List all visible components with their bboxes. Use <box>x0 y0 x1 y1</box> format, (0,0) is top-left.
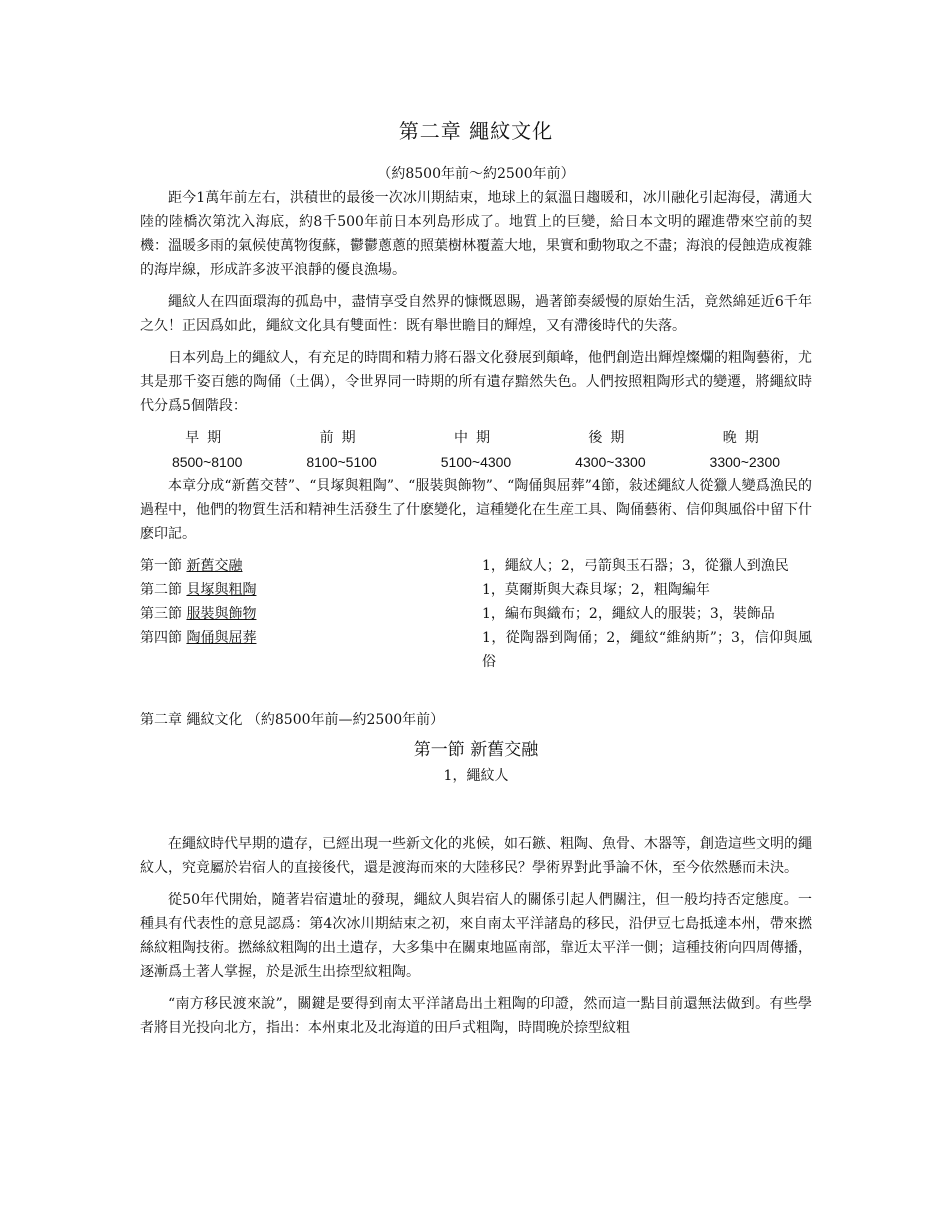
period-range-middle: 5100~4300 <box>440 454 512 470</box>
period-range-late: 4300~3300 <box>575 454 646 470</box>
period-name-late: 後期 <box>588 430 633 446</box>
summary-paragraph: 本章分成“新舊交替”、“貝塚與粗陶”、“服裝與飾物”、“陶俑與屈葬”4節，敍述繩紋人從獵人變爲漁民的過程中，他們的物質生活和精神生活發生了什麽變化，這種變化在生産工具、陶俑藝術、信仰與風俗中留下什麽印記。 <box>140 478 812 542</box>
section-paragraph-1: 在繩紋時代早期的遺存，已經出現一些新文化的兆候，如石鏃、粗陶、魚骨、木器等，創造這些文明的繩紋人，究竟屬於岩宿人的直接後代，還是渡海而來的大陸移民？學術界對此爭論不休，至今依然懸而未決。 <box>140 836 812 876</box>
chapter-period: （約8500年前～約2500年前） <box>377 166 575 182</box>
toc-row <box>140 578 812 602</box>
toc-section-title-link[interactable]: 陶俑與屈葬 <box>186 630 257 646</box>
period-table <box>140 426 812 474</box>
intro-paragraph-2: 繩紋人在四面環海的孤島中，盡情享受自然界的慷慨恩賜，過著節奏緩慢的原始生活，竟然綿延近6千年之久！正因爲如此，繩紋文化具有雙面性：既有舉世瞻目的輝煌，又有滯後時代的失落。 <box>140 294 812 334</box>
toc-section-label: 第四節 <box>140 630 182 646</box>
period-range-final: 3300~2300 <box>709 454 781 470</box>
period-name-final: 晚期 <box>722 430 767 446</box>
chapter-title: 第二章 繩紋文化 <box>398 119 554 143</box>
period-range-initial: 8100~5100 <box>306 454 377 470</box>
period-name-middle: 中期 <box>453 430 498 446</box>
section-title: 第一節 新舊交融 <box>413 740 539 760</box>
period-range-early: 8500~8100 <box>171 454 243 470</box>
spacer <box>140 788 812 832</box>
toc-section-label: 第一節 <box>140 558 182 574</box>
toc-section-topics: 1，莫爾斯與大森貝塚；2，粗陶編年 <box>482 582 710 598</box>
intro-paragraph-3: 日本列島上的繩紋人，有充足的時間和精力將石器文化發展到顛峰，他們創造出輝煌燦爛的粗陶藝術，尤其是那千姿百態的陶俑（土偶），令世界同一時期的所有遺存黯然失色。人們按照粗陶形式的變遷，將繩紋時代分爲5個階段： <box>140 350 812 414</box>
toc-section-title-link[interactable]: 服裝與飾物 <box>186 606 257 622</box>
intro-paragraph-1: 距今1萬年前左右，洪積世的最後一次冰川期結束，地球上的氣溫日趨暖和，冰川融化引起海侵，溝通大陸的陸橋次第沈入海底，約8千500年前日本列島形成了。地質上的巨變，給日本文明的躍進帶來空前的契機：溫暖多雨的氣候使萬物復蘇，鬱鬱蔥蔥的照葉樹林覆蓋大地，果實和動物取之不盡；海浪的侵蝕造成複雜的海岸線，形成許多波平浪靜的優良漁場。 <box>140 190 812 278</box>
toc-row <box>140 554 812 578</box>
table-of-contents <box>140 554 812 674</box>
toc-row <box>140 626 812 674</box>
toc-section-title-link[interactable]: 新舊交融 <box>186 558 243 574</box>
toc-section-label: 第二節 <box>140 582 182 598</box>
period-name-initial: 前期 <box>319 430 364 446</box>
running-header: 第二章 繩紋文化 （約8500年前—約2500年前） <box>140 712 445 728</box>
toc-section-topics: 1，繩紋人；2，弓箭與玉石器；3，從獵人到漁民 <box>482 558 789 574</box>
toc-row <box>140 602 812 626</box>
page-content <box>140 114 812 1048</box>
toc-section-topics: 1，編布與織布；2，繩紋人的服裝；3，裝飾品 <box>482 606 775 622</box>
period-name-early: 早期 <box>185 430 230 446</box>
toc-section-label: 第三節 <box>140 606 182 622</box>
section-paragraph-2: 從50年代開始，隨著岩宿遺址的發現，繩紋人與岩宿人的關係引起人們關注，但一般均持否定態度。一種具有代表性的意見認爲：第4次冰川期結束之初，來自南太平洋諸島的移民，沿伊豆七島抵達本州，帶來撚絲紋粗陶技術。撚絲紋粗陶的出土遺存，大多集中在關東地區南部，靠近太平洋一側；這種技術向四周傳播，逐漸爲土著人掌握，於是派生出捺型紋粗陶。 <box>140 892 812 980</box>
section-paragraph-3: “南方移民渡來說”，關鍵是要得到南太平洋諸島出土粗陶的印證，然而這一點目前還無法做到。有些學者將目光投向北方，指出：本州東北及北海道的田戶式粗陶，時間晚於捺型紋粗 <box>140 996 812 1036</box>
toc-section-topics: 1，從陶器到陶俑；2，繩紋“維納斯”；3，信仰與風俗 <box>482 630 812 670</box>
section-subheading: 1，繩紋人 <box>443 768 509 784</box>
toc-section-title-link[interactable]: 貝塚與粗陶 <box>186 582 257 598</box>
